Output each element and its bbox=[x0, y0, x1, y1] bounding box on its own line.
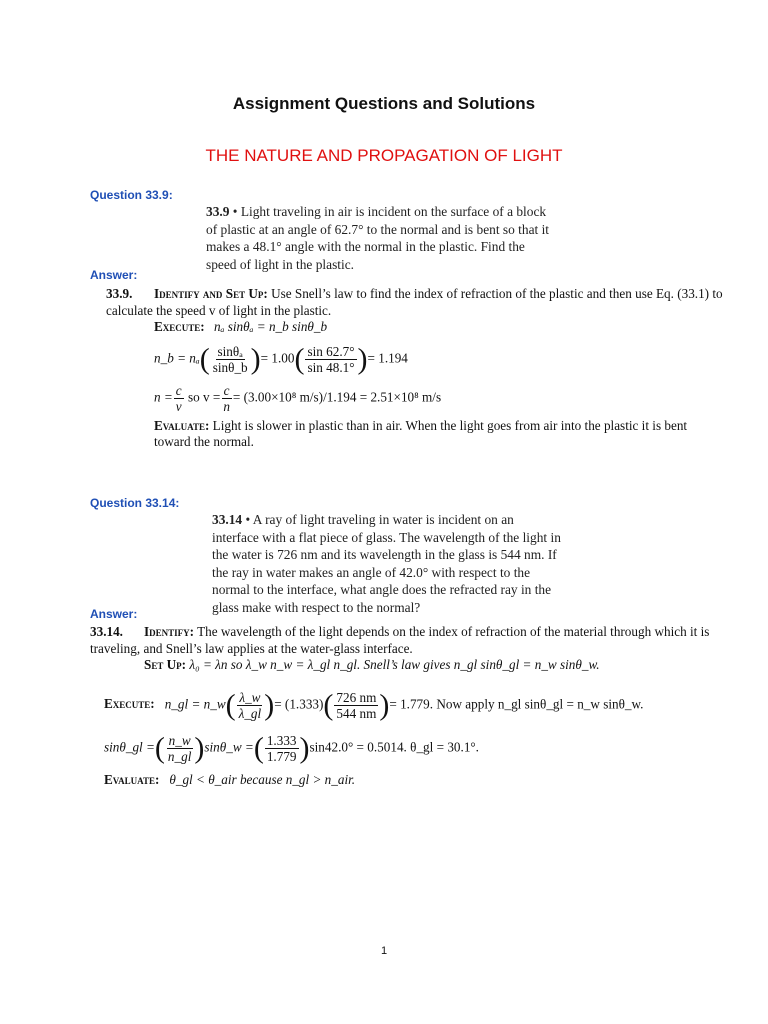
eq-result: sin42.0° = 0.5014. θ_gl = 30.1°. bbox=[309, 739, 479, 755]
fraction: $\frac{726 nm}{544 nm}$ bbox=[336, 689, 377, 721]
solution-number: 33.14. bbox=[90, 624, 123, 639]
chapter-title: THE NATURE AND PROPAGATION OF LIGHT bbox=[205, 146, 563, 165]
problem-text: A ray of light traveling in water is incident on an interface with a flat piece of glass. The wavelength of the light in the water is 726 nm and its wavelength in the glass is 544 nm. If the ray in water makes an angle of 42.0° with respect to the normal to the interface, what angle does the refracted ray in the glass make with respect to the normal? bbox=[212, 512, 561, 615]
eq-result: = 1.779. Now apply n_gl sinθ_gl = n_w sinθ_w. bbox=[389, 696, 644, 712]
eq-mid: = (1.333) bbox=[274, 696, 324, 712]
identify-label: Identify: bbox=[144, 624, 195, 639]
index-equation: Execute: n_gl = n_w( $\frac{\lambda\_w}{\lambda\_gl}$ )= (1.333)( $\frac{726 nm}{544 nm}$ )= 1.779. Now apply n_gl sinθ_gl = n_w sinθ_w. bbox=[104, 688, 644, 721]
eq-lhs: n = bbox=[154, 389, 173, 405]
setup-label: Set Up: bbox=[144, 657, 187, 672]
eq-lhs: n_gl = n_w bbox=[164, 696, 226, 712]
index-equation: n_b = nₐ( $\frac{\text{sinθₐ}}{\sin\theta\_b}$ )= 1.00( $\frac{\sin 62.7^\circ}{\sin 48.1^\circ}$ )= 1.194 bbox=[154, 342, 408, 375]
identify-label: Identify and Set Up: bbox=[154, 286, 268, 301]
fraction: $\frac{n\_w}{n\_gl}$ bbox=[167, 732, 192, 764]
evaluate-label: Evaluate: bbox=[104, 771, 160, 787]
eq-lhs: sinθ_gl = bbox=[104, 739, 155, 755]
document-title: Assignment Questions and Solutions bbox=[232, 94, 536, 113]
problem-text: Light traveling in air is incident on the surface of a block of plastic at an angle of 62.7° to the normal and is bent so that it makes a 48.1° angle with the normal in the plastic. Find the speed of light in the plastic. bbox=[206, 204, 550, 272]
fraction: $\frac{1.333}{1.779}$ bbox=[266, 732, 297, 764]
problem-number: 33.14 bbox=[212, 512, 243, 527]
fraction: $\frac{\text{sinθₐ}}{\sin\theta\_b}$ bbox=[212, 343, 248, 375]
fraction: $\frac{c}{n}$ bbox=[223, 382, 230, 414]
sine-equation: sinθ_gl =( $\frac{n\_w}{n\_gl}$ )sinθ_w =( $\frac{1.333}{1.779}$ )sin42.0° = 0.5014. θ_gl = 30.1°. bbox=[104, 731, 479, 764]
execute-label: Execute: bbox=[104, 696, 155, 712]
page-number: 1 bbox=[380, 945, 388, 957]
execute-label: Execute: bbox=[154, 319, 205, 334]
answer-label: Answer: bbox=[90, 607, 138, 621]
setup-text: λ₀ = λn so λ_w n_w = λ_gl n_gl. Snell’s law gives n_gl sinθ_gl = n_w sinθ_w. bbox=[189, 657, 600, 672]
eq-so: so v = bbox=[187, 389, 221, 405]
problem-number: 33.9 bbox=[206, 204, 230, 219]
eq-result: = 1.194 bbox=[367, 350, 408, 366]
problem-statement bbox=[212, 511, 562, 616]
identify-text: Use Snell’s law to find the index of refraction of the plastic and then use Eq. (33.1) to calculate the speed v of light in the plastic. bbox=[106, 286, 723, 318]
fraction: $\frac{\lambda\_w}{\lambda\_gl}$ bbox=[238, 689, 262, 721]
solution-number: 33.9. bbox=[106, 286, 133, 301]
evaluate-label: Evaluate: bbox=[154, 417, 210, 433]
solution-block bbox=[106, 286, 726, 451]
identify-text: The wavelength of the light depends on the index of refraction of the material through which it is traveling, and Snell’s law applies at the water-glass interface. bbox=[90, 624, 710, 656]
fraction: $\frac{\sin 62.7^\circ}{\sin 48.1^\circ}$ bbox=[307, 343, 355, 375]
problem-bullet: • bbox=[229, 204, 241, 219]
snell-equation: nₐ sinθₐ = n_b sinθ_b bbox=[214, 319, 328, 334]
answer-label: Answer: bbox=[90, 268, 138, 282]
eq-result: = (3.00×10⁸ m/s)/1.194 = 2.51×10⁸ m/s bbox=[232, 389, 442, 405]
eq-mid: sinθ_w = bbox=[204, 739, 254, 755]
fraction: $\frac{c}{v}$ bbox=[175, 382, 182, 414]
question-label: Question 33.9: bbox=[90, 188, 173, 202]
problem-statement bbox=[206, 203, 556, 273]
problem-bullet: • bbox=[242, 512, 253, 527]
speed-equation bbox=[106, 383, 726, 414]
evaluate-text: Light is slower in plastic than in air. When the light goes from air into the plastic it is bent toward the normal. bbox=[154, 417, 688, 449]
eq-mid: = 1.00 bbox=[260, 350, 295, 366]
question-label: Question 33.14: bbox=[90, 496, 180, 510]
evaluate-text: θ_gl < θ_air because n_gl > n_air. bbox=[169, 771, 356, 787]
solution-block bbox=[90, 624, 730, 788]
eq-lhs: n_b = nₐ bbox=[154, 350, 200, 366]
